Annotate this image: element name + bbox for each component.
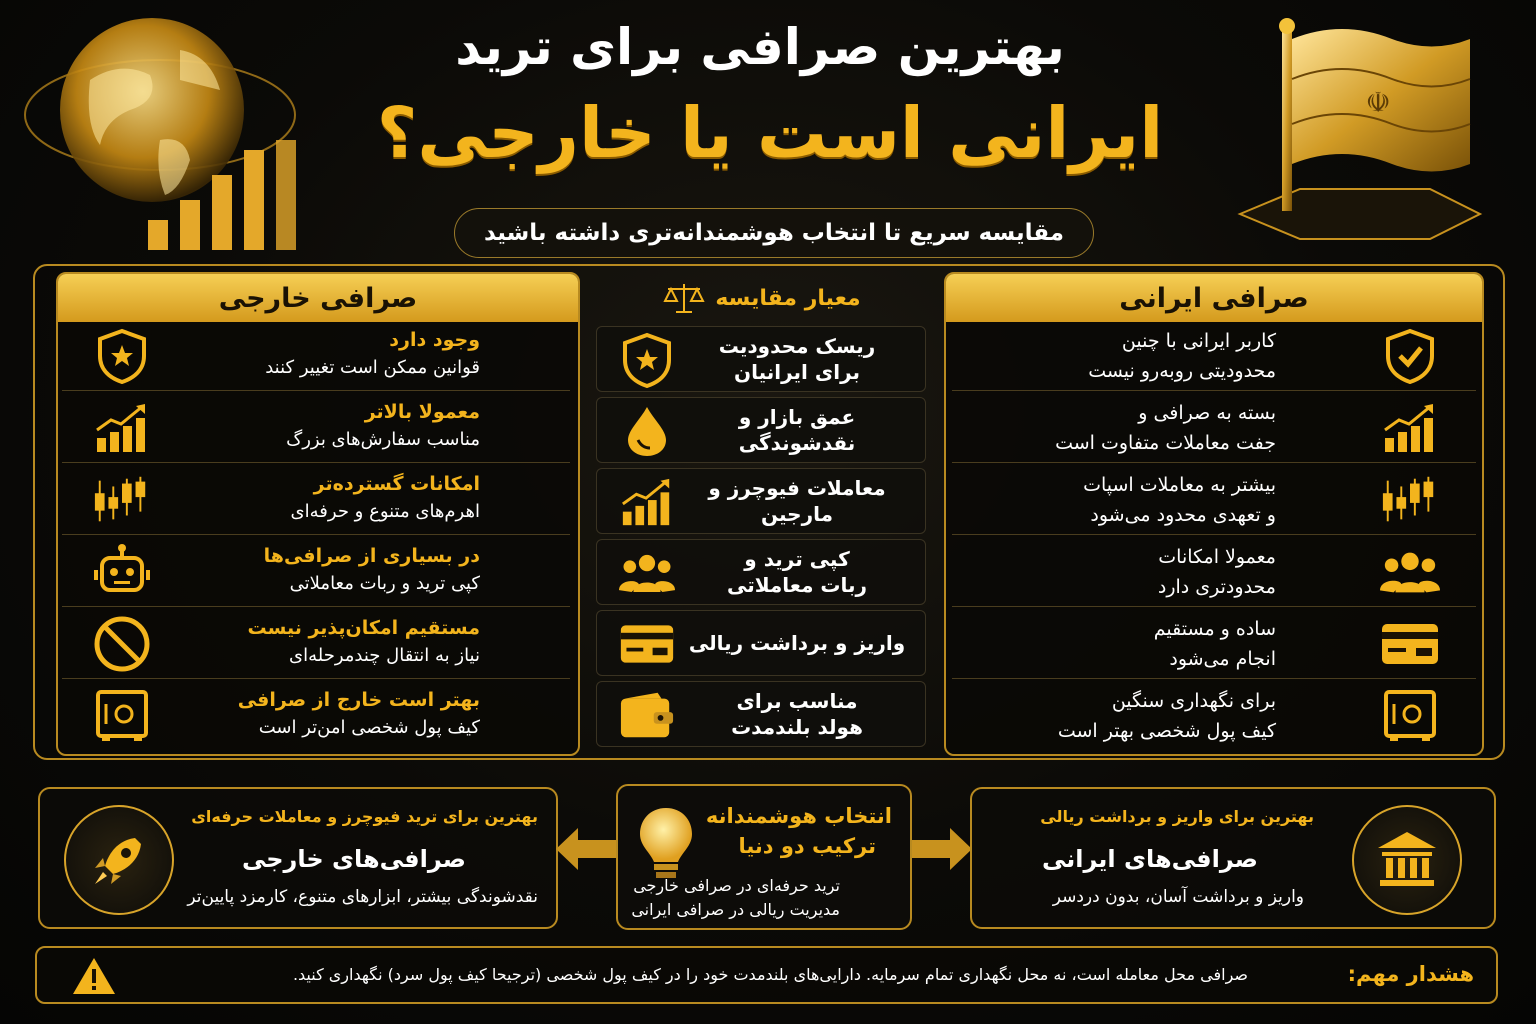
foreign-row — [62, 608, 570, 679]
rocket-icon — [64, 805, 174, 915]
smart-choice-panel — [616, 784, 912, 930]
iranian-row-line1: معمولا امکانات — [1158, 546, 1276, 568]
iranian-summary-desc: واریز و برداشت آسان، بدون دردسر — [1052, 887, 1304, 907]
subtitle-pill — [454, 208, 1094, 258]
foreign-row-title: معمولا بالاتر — [364, 401, 480, 423]
foreign-row-desc: اهرم‌های متنوع و حرفه‌ای — [290, 501, 480, 522]
page-title-line2: ایرانی است یا خارجی؟ — [376, 92, 1164, 174]
foreign-row — [62, 392, 570, 463]
liquidity-drop-icon — [619, 404, 675, 458]
iranian-row-line2: جفت معاملات متفاوت است — [1055, 432, 1276, 454]
safe-icon — [1380, 688, 1440, 744]
iranian-row-line2: محدودیتی روبه‌رو نیست — [1088, 360, 1276, 382]
foreign-row-desc: کپی ترید و ربات معاملاتی — [289, 573, 480, 594]
iranian-row-line1: کاربر ایرانی با چنین — [1121, 330, 1276, 352]
iranian-row — [952, 464, 1476, 535]
foreign-summary-title: صرافی‌های خارجی — [241, 845, 466, 873]
scales-icon — [663, 281, 705, 315]
foreign-row-desc: مناسب سفارش‌های بزرگ — [286, 429, 480, 450]
foreign-row — [62, 680, 570, 750]
criteria-label-1: معاملات فیوچرز و مارجین — [708, 476, 886, 526]
robot-icon — [92, 544, 152, 600]
globe-icon — [20, 10, 320, 260]
flag-icon — [1230, 14, 1490, 254]
iranian-row — [952, 320, 1476, 391]
iranian-summary-caption: بهترین برای واریز و برداشت ریالی — [1040, 807, 1314, 826]
criteria-cell — [596, 468, 926, 534]
iranian-row — [952, 536, 1476, 607]
foreign-summary-desc: نقدشوندگی بیشتر، ابزارهای متنوع، کارمزد پایین‌تر — [187, 887, 538, 907]
iranian-summary-panel — [970, 787, 1496, 929]
lightbulb-icon — [636, 804, 696, 884]
criteria-label-1: عمق بازار و نقدشوندگی — [738, 405, 856, 455]
warning-text: صرافی محل معامله است، نه محل نگهداری تمام سرمایه. دارایی‌های بلندمدت خود را در کیف پول شخصی (ترجیحا کیف پول سرد) نگهداری کنید. — [292, 965, 1248, 984]
prohibited-icon — [92, 616, 152, 672]
foreign-row — [62, 464, 570, 535]
criteria-cell — [596, 539, 926, 605]
criteria-cell — [596, 681, 926, 747]
shield-check-icon — [1380, 328, 1440, 384]
smart-desc-2: مدیریت ریالی در صرافی ایرانی — [631, 900, 840, 919]
candlestick-icon — [1380, 472, 1440, 528]
growth-chart-icon — [1380, 400, 1440, 456]
candlestick-icon — [92, 472, 152, 528]
criteria-label-2: ربات معاملاتی — [726, 573, 868, 597]
foreign-row-desc: قوانین ممکن است تغییر کنند — [265, 357, 480, 378]
bank-icon — [1352, 805, 1462, 915]
card-icon — [1380, 616, 1440, 672]
foreign-row — [62, 320, 570, 391]
users-group-icon — [619, 546, 675, 600]
iranian-column-header: صرافی ایرانی — [946, 274, 1482, 322]
foreign-summary-panel — [38, 787, 558, 929]
iranian-row-line1: بسته به صرافی و — [1138, 402, 1276, 424]
criteria-header-label: معیار مقایسه — [715, 285, 861, 311]
foreign-column-header: صرافی خارجی — [58, 274, 578, 322]
iranian-row — [952, 392, 1476, 463]
safe-icon — [92, 688, 152, 744]
criteria-label-2: برای ایرانیان — [734, 360, 861, 384]
smart-desc-1: ترید حرفه‌ای در صرافی خارجی — [633, 876, 840, 895]
arrow-right-icon — [910, 824, 972, 874]
iranian-row-line1: برای نگهداری سنگین — [1111, 690, 1276, 712]
warning-icon — [71, 956, 117, 996]
smart-title-2: ترکیب دو دنیا — [738, 834, 876, 858]
svg-text:☫: ☫ — [1365, 86, 1391, 119]
users-group-icon — [1380, 544, 1440, 600]
shield-star-icon — [619, 333, 675, 387]
iranian-row — [952, 680, 1476, 750]
iranian-row-line2: کیف پول شخصی بهتر است — [1057, 720, 1276, 742]
iranian-row — [952, 608, 1476, 679]
card-icon — [619, 617, 675, 671]
criteria-cell — [596, 326, 926, 392]
shield-star-icon — [92, 328, 152, 384]
subtitle-text: مقایسه سریع تا انتخاب هوشمندانه‌تری داشته باشید — [483, 220, 1065, 246]
criteria-label-1: واریز و برداشت ریالی — [688, 631, 906, 655]
iranian-row-line1: بیشتر به معاملات اسپات — [1083, 474, 1276, 496]
criteria-label-1: ریسک محدودیت — [718, 334, 876, 358]
smart-title-1: انتخاب هوشمندانه — [705, 804, 892, 828]
criteria-label-2: هولد بلندمدت — [731, 715, 863, 739]
foreign-row — [62, 536, 570, 607]
foreign-summary-caption: بهترین برای ترید فیوچرز و معاملات حرفه‌ای — [191, 807, 538, 826]
warning-label: هشدار مهم: — [1347, 962, 1474, 986]
foreign-row-title: وجود دارد — [389, 329, 480, 351]
foreign-row-title: امکانات گسترده‌تر — [313, 473, 480, 495]
criteria-label-1: مناسب برای — [736, 689, 858, 713]
iranian-row-line2: انجام می‌شود — [1169, 648, 1276, 670]
page-title-line1: بهترین صرافی برای ترید — [455, 18, 1065, 76]
wallet-icon — [619, 688, 675, 742]
foreign-row-desc: نیاز به انتقال چندمرحله‌ای — [289, 645, 480, 666]
criteria-cell — [596, 397, 926, 463]
iranian-summary-title: صرافی‌های ایرانی — [1041, 845, 1258, 873]
growth-chart-icon — [619, 475, 675, 529]
iranian-row-line1: ساده و مستقیم — [1153, 618, 1276, 640]
foreign-row-title: مستقیم امکان‌پذیر نیست — [247, 617, 480, 639]
criteria-label-1: کپی ترید و — [744, 547, 850, 571]
criteria-header — [598, 278, 926, 318]
growth-chart-icon — [92, 400, 152, 456]
foreign-row-desc: کیف پول شخصی امن‌تر است — [258, 717, 480, 738]
criteria-cell — [596, 610, 926, 676]
iranian-row-line2: و تعهدی محدود می‌شود — [1090, 504, 1276, 526]
foreign-row-title: در بسیاری از صرافی‌ها — [263, 545, 480, 567]
arrow-left-icon — [556, 824, 618, 874]
warning-bar — [35, 946, 1498, 1004]
foreign-row-title: بهتر است خارج از صرافی — [237, 689, 480, 711]
iranian-row-line2: محدودتری دارد — [1157, 576, 1276, 598]
